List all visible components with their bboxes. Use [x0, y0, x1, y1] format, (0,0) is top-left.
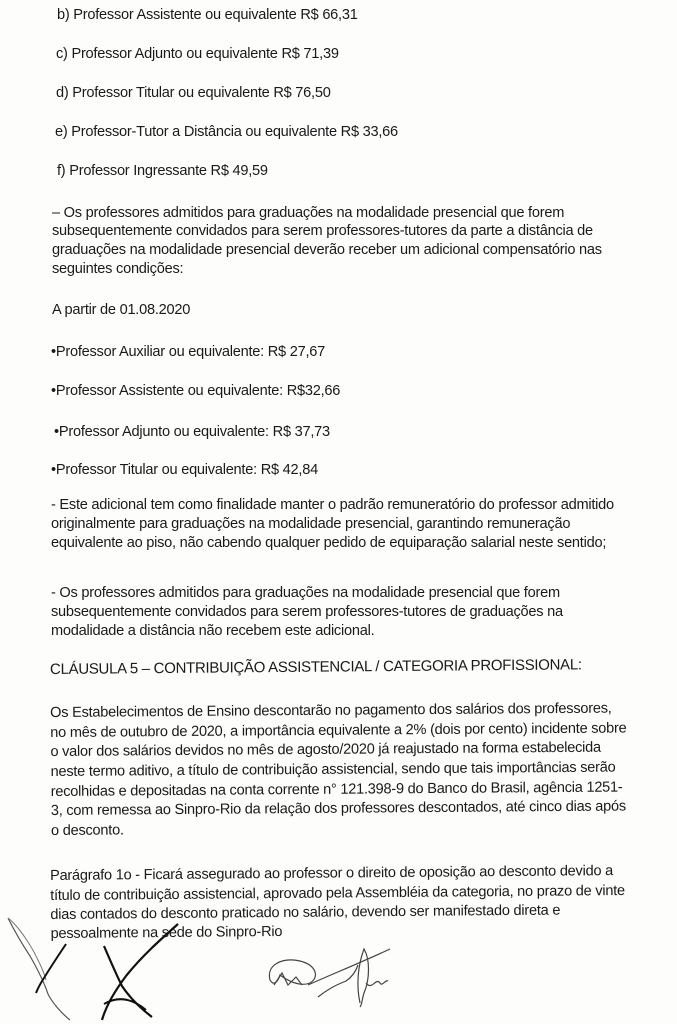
paragraph-line: modalidade a distância não recebem este adicional. — [51, 623, 375, 639]
paragraph-line: dias contados do desconto praticado no salário, devendo ser manifestado direta e — [50, 902, 561, 923]
paragraph-line: pessoalmente na sede do Sinpro-Rio — [50, 923, 283, 942]
paragraph-line: o valor dos salários devidos no mês de agosto/2020 já reajustado na forma estabelecida — [50, 739, 601, 760]
paragraph-line: graduações na modalidade presencial deverão receber um adicional compensatório nas — [52, 242, 602, 258]
adicional-item: •Professor Titular ou equivalente: R$ 42,84 — [51, 462, 318, 478]
paragraph-line: o desconto. — [50, 822, 124, 839]
paragraph-line: seguintes condições: — [52, 261, 184, 277]
salary-item: d) Professor Titular ou equivalente R$ 76,50 — [56, 85, 331, 101]
salary-item: e) Professor-Tutor a Distância ou equivalente R$ 33,66 — [55, 124, 398, 140]
date-line: A partir de 01.08.2020 — [52, 302, 191, 318]
paragraph-line: subsequentemente convidados para serem professores-tutores da parte a distância de — [52, 223, 593, 239]
paragraph-line: Os Estabelecimentos de Ensino descontarão no pagamento dos salários dos professores, — [50, 700, 612, 721]
salary-item: b) Professor Assistente ou equivalente R$ 66,31 — [57, 7, 358, 23]
paragraph-line: neste termo aditivo, a título de contribuição assistencial, sendo que tais importâncias serão — [50, 759, 616, 780]
paragraph-line: – Os professores admitidos para graduações na modalidade presencial que forem — [52, 205, 565, 221]
paragraph-line: originalmente para graduações na modalidade presencial, garantindo remuneração — [51, 516, 571, 532]
paragraph-line: 3, com remessa ao Sinpro-Rio da relação dos professores descontados, até cinco dias após — [50, 798, 626, 819]
paragraph-line: equivalente ao piso, não cabendo qualquer pedido de equiparação salarial neste sentido; — [51, 535, 607, 551]
handwritten-initials-left — [0, 900, 200, 1024]
paragraph-line: Parágrafo 1o - Ficará assegurado ao professor o direito de oposição ao desconto devido a — [49, 863, 614, 884]
paragraph-line: - Este adicional tem como finalidade manter o padrão remuneratório do professor admitido — [51, 497, 614, 513]
paragraph-line: - Os professores admitidos para graduações na modalidade presencial que forem — [51, 585, 560, 601]
handwritten-signature — [260, 935, 400, 1015]
adicional-item: •Professor Adjunto ou equivalente: R$ 37,73 — [54, 424, 330, 440]
paragraph-line: no mês de outubro de 2020, a importância equivalente a 2% (dois por cento) incidente sobre — [50, 720, 627, 741]
clause-heading: CLÁUSULA 5 – CONTRIBUIÇÃO ASSISTENCIAL / CATEGORIA PROFISSIONAL: — [49, 656, 582, 678]
paragraph-line: subsequentemente convidados para serem professores-tutores de graduações na — [51, 604, 563, 620]
adicional-item: •Professor Assistente ou equivalente: R$32,66 — [51, 383, 341, 399]
paragraph-line: título de contribuição assistencial, aprovado pela Assembléia da categoria, no prazo de vinte — [50, 882, 625, 904]
salary-item: f) Professor Ingressante R$ 49,59 — [57, 163, 268, 179]
paragraph-line: recolhidas e depositadas na conta corrente n° 121.398-9 do Banco do Brasil, agência 1251- — [50, 779, 623, 800]
salary-item: c) Professor Adjunto ou equivalente R$ 71,39 — [56, 46, 339, 62]
adicional-item: •Professor Auxiliar ou equivalente: R$ 27,67 — [51, 344, 325, 360]
